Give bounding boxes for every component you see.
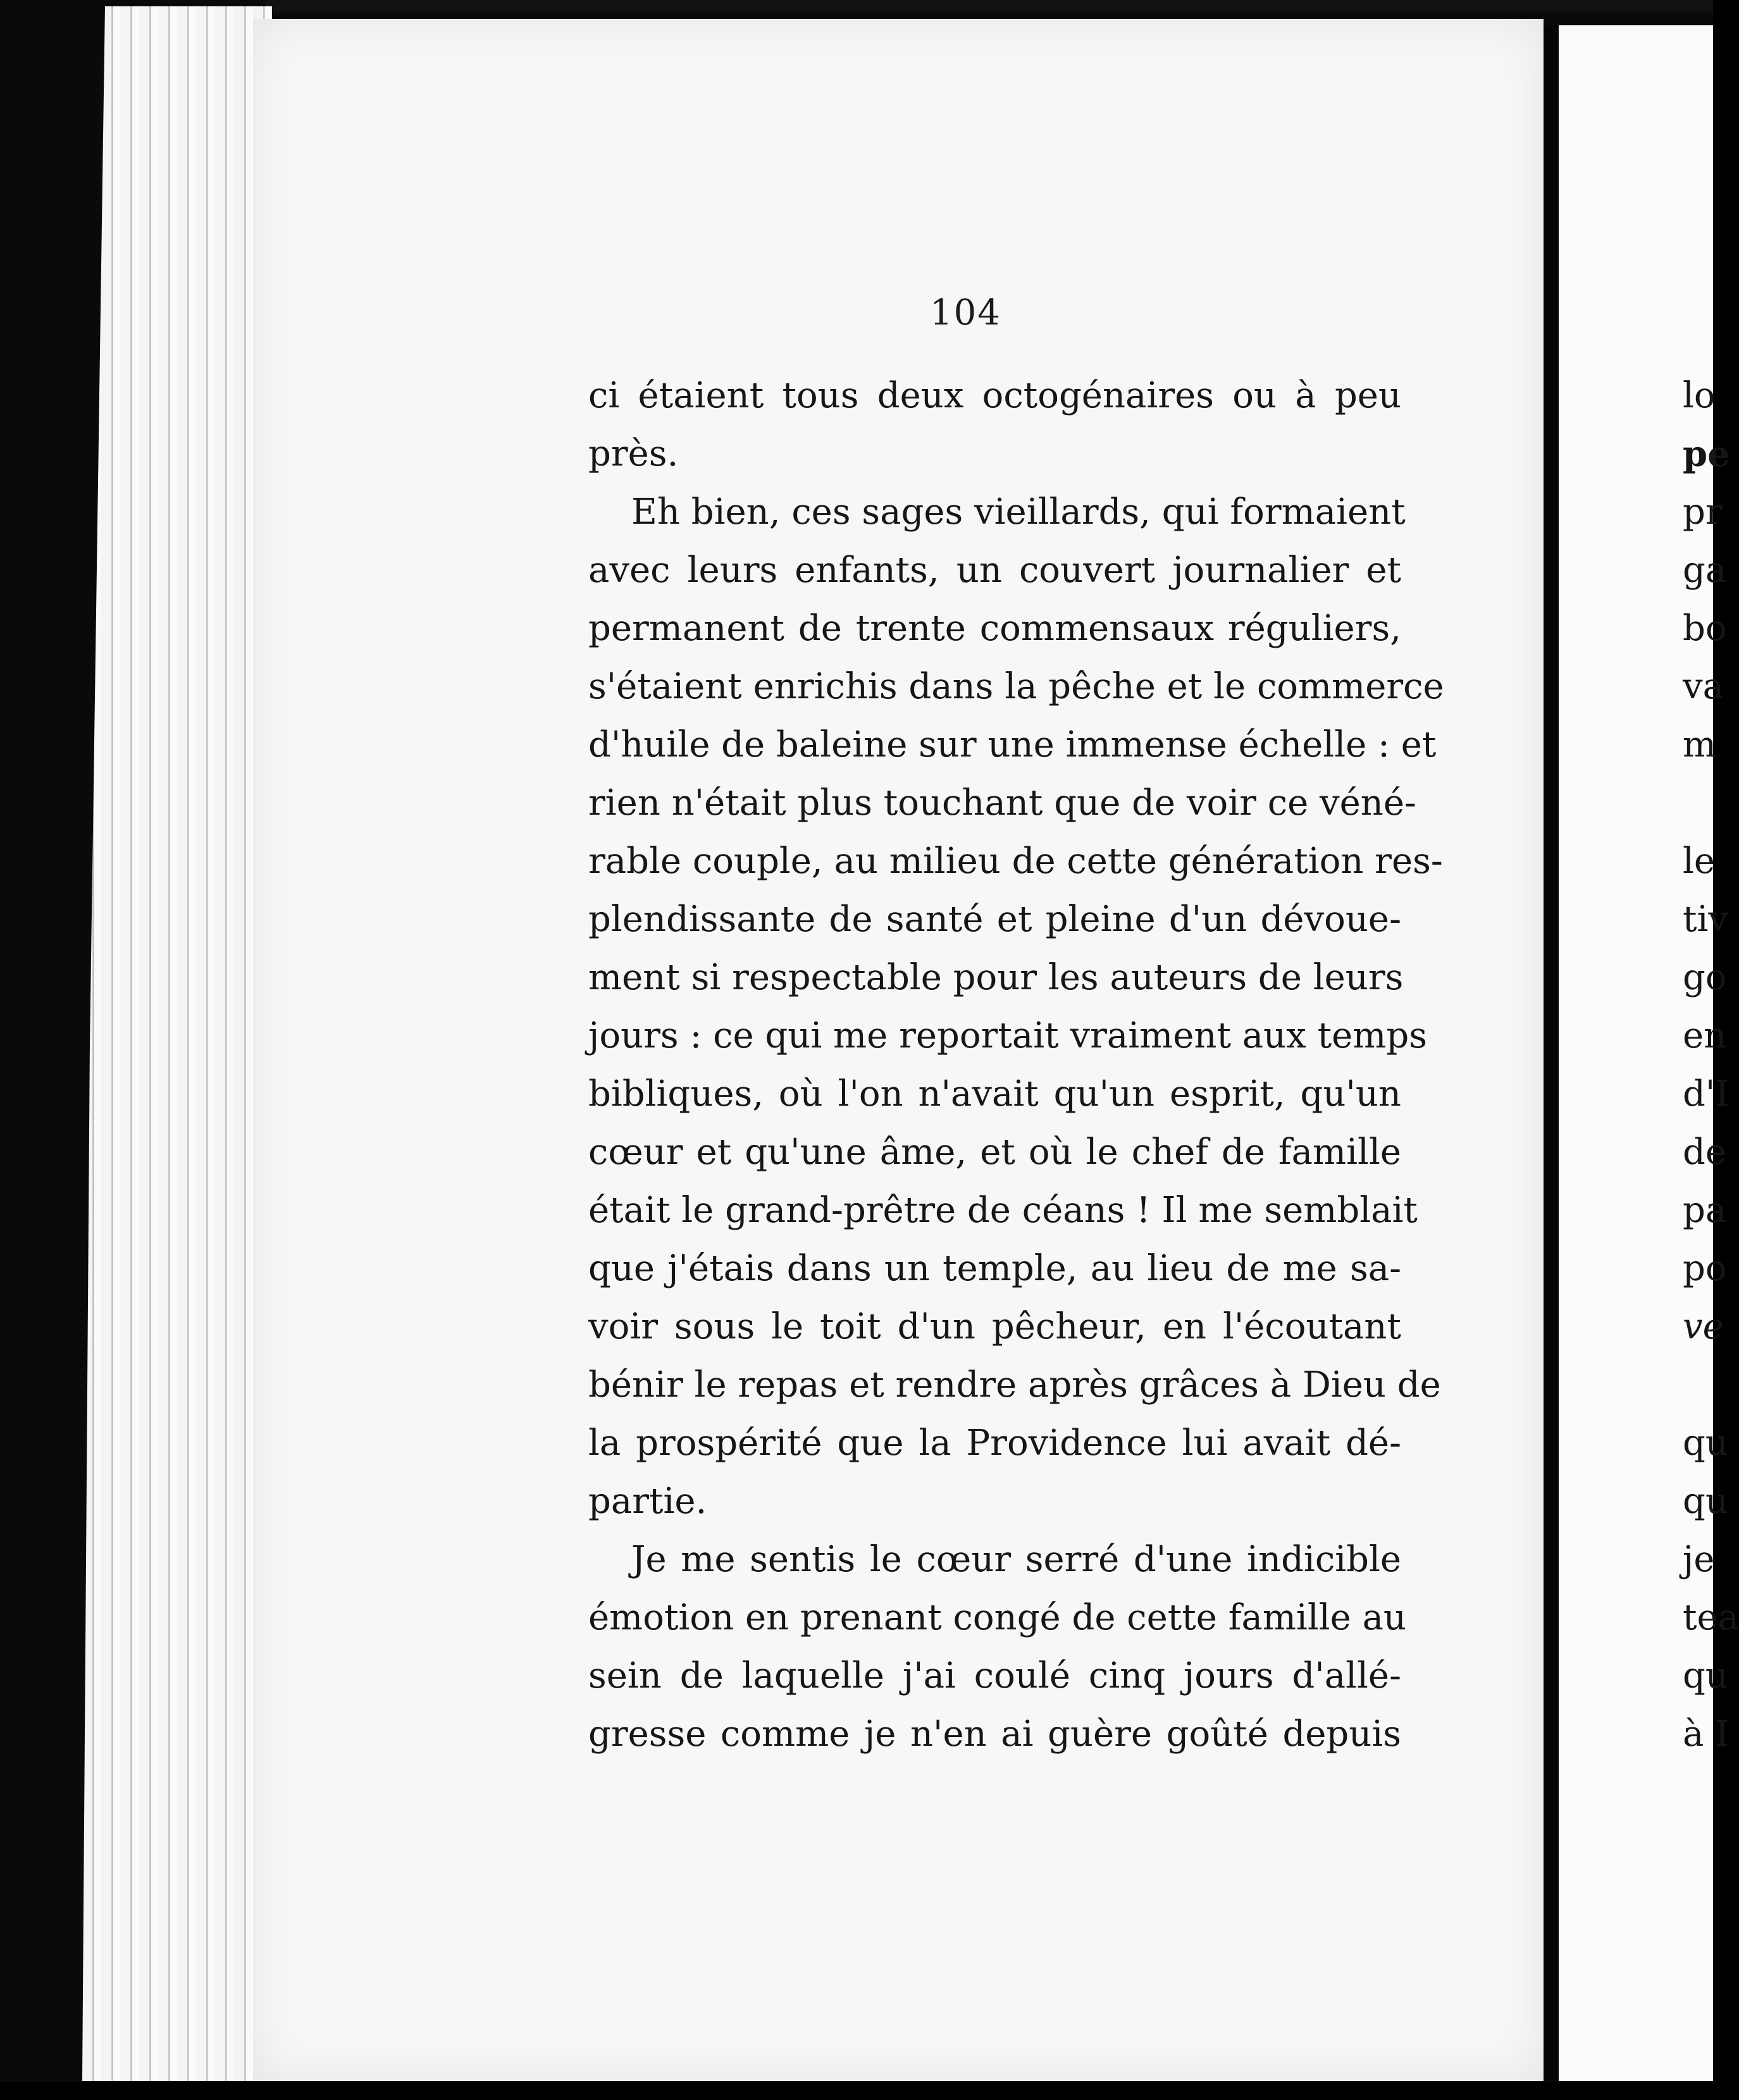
text-line: partie. <box>588 1481 707 1522</box>
text-line: gresse comme je n'en ai guère goûté depuis <box>588 1714 1401 1755</box>
text-fragment: lo <box>1683 375 1716 416</box>
text-line: près. <box>588 433 679 474</box>
top-scan-edge <box>266 0 1713 13</box>
page-stack-edge <box>82 6 272 2081</box>
text-fragment: tiv <box>1683 899 1729 940</box>
text-line: d'huile de baleine sur une immense échelle : et <box>588 724 1437 765</box>
text-fragment: le <box>1683 841 1716 882</box>
text-line: permanent de trente commensaux réguliers, <box>588 608 1401 649</box>
text-line: la prospérité que la Providence lui avait dé- <box>588 1423 1401 1464</box>
text-fragment: je <box>1683 1539 1715 1580</box>
text-line: rable couple, au milieu de cette génération res- <box>588 841 1443 882</box>
text-line: avec leurs enfants, un couvert journalier et <box>588 550 1401 591</box>
text-line: jours : ce qui me reportait vraiment aux temps <box>588 1015 1427 1056</box>
text-line: plendissante de santé et pleine d'un dévoue- <box>588 899 1401 940</box>
text-fragment: qu <box>1683 1481 1728 1522</box>
book-gutter <box>1544 25 1559 2081</box>
text-line: que j'étais dans un temple, au lieu de me sa- <box>588 1248 1401 1289</box>
text-line: était le grand-prêtre de céans ! Il me semblait <box>588 1190 1418 1231</box>
text-line: Je me sentis le cœur serré d'une indicible <box>631 1539 1401 1580</box>
text-line: voir sous le toit d'un pêcheur, en l'écoutant <box>588 1306 1401 1347</box>
text-fragment: qu <box>1683 1423 1728 1464</box>
text-fragment: tea <box>1683 1597 1739 1638</box>
text-fragment: de <box>1683 1132 1726 1173</box>
text-fragment: ga <box>1683 550 1727 591</box>
page-number: 104 <box>930 292 1001 333</box>
text-fragment: ve <box>1683 1306 1724 1347</box>
text-fragment: à I <box>1683 1714 1730 1755</box>
text-fragment: bo <box>1683 608 1727 649</box>
text-line: ci étaient tous deux octogénaires ou à peu <box>588 375 1401 416</box>
text-fragment: d'I <box>1683 1073 1730 1115</box>
text-line: sein de laquelle j'ai coulé cinq jours d'allé- <box>588 1655 1401 1696</box>
text-fragment: pe <box>1683 433 1730 475</box>
text-line: cœur et qu'une âme, et où le chef de famille <box>588 1132 1401 1173</box>
text-line: bénir le repas et rendre après grâces à Dieu de <box>588 1364 1441 1405</box>
text-line: s'étaient enrichis dans la pêche et le commerce <box>588 666 1444 707</box>
text-line: Eh bien, ces sages vieillards, qui formaient <box>631 491 1406 533</box>
text-line: bibliques, où l'on n'avait qu'un esprit, qu'un <box>588 1073 1401 1115</box>
text-fragment: po <box>1683 1248 1727 1289</box>
text-line: rien n'était plus touchant que de voir ce véné- <box>588 782 1416 824</box>
text-fragment: pr <box>1683 491 1723 533</box>
text-fragment: en <box>1683 1015 1727 1056</box>
text-fragment: go <box>1683 957 1727 998</box>
text-line: émotion en prenant congé de cette famille au <box>588 1597 1407 1638</box>
text-line: ment si respectable pour les auteurs de leurs <box>588 957 1404 998</box>
left-page-text <box>588 367 1444 1763</box>
bottom-scan-edge <box>0 2082 1713 2100</box>
text-fragment: qu <box>1683 1655 1728 1696</box>
text-fragment: pa <box>1683 1190 1727 1231</box>
text-fragment: m <box>1683 724 1717 765</box>
text-fragment: va <box>1683 666 1724 707</box>
